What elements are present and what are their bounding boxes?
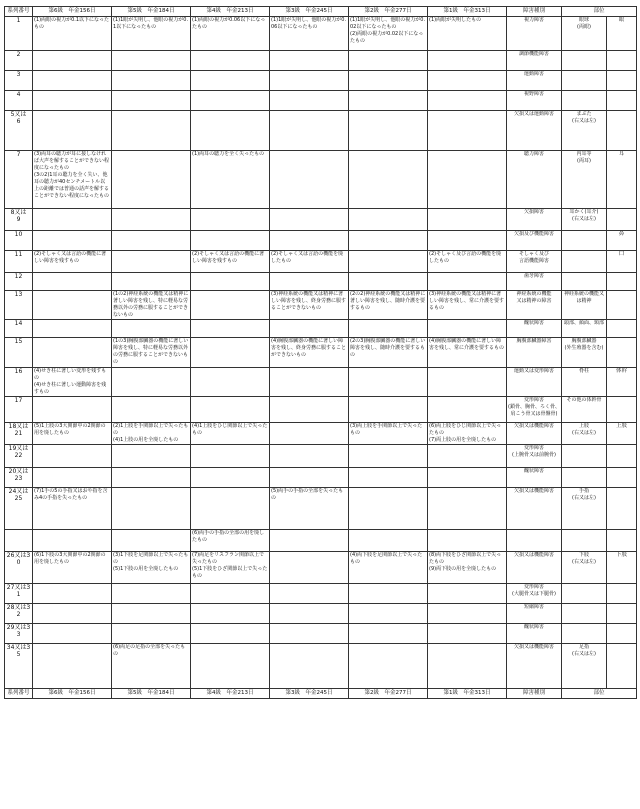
grade-3-cell [270,397,349,423]
grade-5-cell [112,468,191,488]
grade-1-cell [428,368,507,397]
series-number-cell: 1 [5,17,33,51]
series-number-cell: 11 [5,251,33,273]
body-category-cell [607,209,637,231]
grade-6-cell [33,624,112,644]
grade-4-cell [191,209,270,231]
disability-grade-table-sheet [4,6,637,699]
table-row [5,291,637,320]
grade-6-cell [33,445,112,468]
grade-6-cell [33,231,112,251]
series-number-cell: 17 [5,397,33,423]
footer-grade-5: 第5級 年金184日 [112,689,191,699]
grade-6-cell [33,644,112,689]
grade-1-cell [428,111,507,151]
grade-1-cell: (3)神経系統の機能又は精神に著しい障害を残し、常に介護を要するもの [428,291,507,320]
table-row [5,552,637,584]
disability-type-cell: 神経系統の機能 又は精神の障害 [507,291,562,320]
disability-type-cell: 運動障害 [507,71,562,91]
table-row [5,251,637,273]
body-category-cell [607,338,637,368]
grade-1-cell [428,624,507,644]
footer-grade-6: 第6級 年金156日 [33,689,112,699]
series-number-cell: 8又は 9 [5,209,33,231]
footer-disability-type: 障害種別 [507,689,562,699]
grade-4-cell: (7)両足をリスフラン関節以上で失ったもの (5)1下肢をひざ関節以上で失ったもの [191,552,270,584]
series-number-cell: 13 [5,291,33,320]
table-row [5,530,637,552]
header-series-number: 系列番号 [5,7,33,17]
body-category-cell: 鼻 [607,231,637,251]
grade-3-cell [270,231,349,251]
grade-5-cell: (6)両足の足指の全部を失ったもの [112,644,191,689]
series-number-cell: 5又は 6 [5,111,33,151]
grade-3-cell [270,584,349,604]
series-number-cell: 18又は 21 [5,423,33,445]
body-part-cell: 胸腹部臓器 (外生殖器を含む) [562,338,607,368]
grade-5-cell [112,273,191,291]
grade-5-cell: (3)1下肢を足関節以上で失ったもの (5)1下肢の用を全廃したもの [112,552,191,584]
body-part-cell: 内耳等 (両耳) [562,151,607,209]
series-number-cell: 4 [5,91,33,111]
grade-4-cell [191,445,270,468]
body-category-cell: 下肢 [607,552,637,584]
disability-type-cell: 欠損又は機能障害 [507,423,562,445]
grade-5-cell [112,445,191,468]
grade-2-cell [349,51,428,71]
grade-3-cell [270,320,349,338]
table-row [5,320,637,338]
grade-5-cell [112,71,191,91]
body-part-cell: 脊柱 [562,368,607,397]
body-category-cell [607,51,637,71]
grade-3-cell [270,51,349,71]
grade-1-cell [428,584,507,604]
table-row [5,111,637,151]
grade-1-cell [428,604,507,624]
footer-body-part: 部位 [562,689,637,699]
body-part-cell [562,273,607,291]
grade-5-cell: (2)1上肢を手関節以上で失ったもの (4)1上肢の用を全廃したもの [112,423,191,445]
body-part-cell [562,231,607,251]
series-number-cell: 20又は 23 [5,468,33,488]
header-grade-1: 第1級 年金313日 [428,7,507,17]
grade-1-cell: (6)両上肢をひじ関節以上で失ったもの (7)両上肢の用を全廃したもの [428,423,507,445]
grade-5-cell [112,320,191,338]
disability-type-cell: 欠損障害 [507,209,562,231]
grade-6-cell: (6)1下肢の3大関節中の2関節の用を廃したもの [33,552,112,584]
footer-grade-1: 第1級 年金313日 [428,689,507,699]
disability-type-cell: 欠損又は運動障害 [507,111,562,151]
grade-5-cell [112,51,191,71]
grade-6-cell [33,468,112,488]
grade-2-cell [349,488,428,530]
grade-2-cell [349,71,428,91]
body-part-cell: 神経系統の機能又は精神 [562,291,607,320]
grade-5-cell: (1の2)神経系統の機能又は精神に著しい障害を残し、特に軽易な労務以外の労務に服することができないもの [112,291,191,320]
body-part-cell: 上肢 (右又は左) [562,423,607,445]
disability-type-cell: 変形障害 (大腿骨又は下腿骨) [507,584,562,604]
grade-5-cell [112,251,191,273]
grade-5-cell [112,604,191,624]
disability-type-cell: 聴力障害 [507,151,562,209]
grade-4-cell [191,320,270,338]
disability-type-cell: 調節機能障害 [507,51,562,71]
disability-type-cell: 欠損又は機能障害 [507,552,562,584]
grade-2-cell [349,231,428,251]
body-category-cell: 体幹 [607,368,637,397]
grade-1-cell [428,209,507,231]
table-row [5,584,637,604]
body-part-cell: まぶた (右又は左) [562,111,607,151]
series-number-cell: 19又は 22 [5,445,33,468]
disability-type-cell: 欠損又は機能障害 [507,488,562,530]
body-part-cell: 頭部、顔面、頸部 [562,320,607,338]
grade-4-cell [191,231,270,251]
disability-type-cell: 短縮障害 [507,604,562,624]
table-row [5,231,637,251]
table-row [5,624,637,644]
series-number-cell: 24又は 25 [5,488,33,530]
grade-5-cell [112,111,191,151]
grade-1-cell [428,445,507,468]
body-category-cell [607,644,637,689]
table-row [5,397,637,423]
grade-2-cell [349,624,428,644]
grade-4-cell [191,488,270,530]
grade-4-cell: (1)両耳の聴力を全く失ったもの [191,151,270,209]
body-part-cell [562,468,607,488]
grade-3-cell [270,91,349,111]
grade-2-cell [349,368,428,397]
disability-type-cell: 歯牙障害 [507,273,562,291]
grade-2-cell [349,530,428,552]
grade-1-cell: (8)両下肢をひざ関節以上で失ったもの (9)両下肢の用を全廃したもの [428,552,507,584]
grade-4-cell [191,644,270,689]
grade-5-cell [112,530,191,552]
grade-4-cell [191,91,270,111]
body-part-cell [562,51,607,71]
footer-grade-2: 第2級 年金277日 [349,689,428,699]
body-category-cell: 上肢 [607,423,637,445]
grade-6-cell [33,111,112,151]
series-number-cell [5,530,33,552]
header-body-part: 部位 [562,7,637,17]
body-part-cell: 足指 (右又は左) [562,644,607,689]
series-number-cell: 34又は35 [5,644,33,689]
grade-4-cell [191,273,270,291]
disability-type-cell: 視力障害 [507,17,562,51]
series-number-cell: 10 [5,231,33,251]
series-number-cell: 2 [5,51,33,71]
disability-type-cell: 胸腹部臓器障害 [507,338,562,368]
grade-5-cell [112,151,191,209]
grade-4-cell [191,338,270,368]
grade-2-cell [349,209,428,231]
grade-6-cell: (3)両耳の聴力が耳に接しなければ大声を解することができない程度になったもの (3の2)1耳の聴力を全く失い、他耳の聴力が40センチメートル以上の距離では普通の話声を解することができない程度になったもの [33,151,112,209]
series-number-cell: 28又は32 [5,604,33,624]
grade-4-cell [191,397,270,423]
body-category-cell: 口 [607,251,637,273]
grade-3-cell: (4)胸腹部臓器の機能に著しい障害を残し、終身労務に服することができないもの [270,338,349,368]
grade-2-cell [349,468,428,488]
table-row [5,209,637,231]
disability-type-cell: 醜状障害 [507,468,562,488]
disability-type-cell: 視野障害 [507,91,562,111]
grade-3-cell [270,368,349,397]
table-row [5,151,637,209]
body-part-cell [562,71,607,91]
disability-type-cell: 変形障害 (鎖骨、胸骨、ろく骨、肩こう骨又は骨盤骨) [507,397,562,423]
grade-2-cell [349,251,428,273]
header-grade-5: 第5級 年金184日 [112,7,191,17]
grade-5-cell [112,488,191,530]
grade-6-cell: (5)1上肢の3大関節中の2関節の用を廃したもの [33,423,112,445]
grade-3-cell [270,468,349,488]
grade-2-cell: (4)両下肢を足関節以上で失ったもの [349,552,428,584]
body-part-cell [562,584,607,604]
series-number-cell: 29又は33 [5,624,33,644]
grade-1-cell: (4)胸腹部臓器の機能に著しい障害を残し、常に介護を要するもの [428,338,507,368]
grade-6-cell [33,91,112,111]
body-part-cell: 手指 (右又は左) [562,488,607,530]
body-category-cell [607,530,637,552]
disability-type-cell: 運動又は変形障害 [507,368,562,397]
body-part-cell [562,624,607,644]
table-row [5,91,637,111]
grade-6-cell [33,209,112,231]
grade-3-cell [270,273,349,291]
grade-2-cell [349,111,428,151]
body-category-cell [607,488,637,530]
disability-type-cell: 醜状障害 [507,320,562,338]
header-grade-4: 第4級 年金213日 [191,7,270,17]
body-category-cell [607,604,637,624]
body-category-cell [607,468,637,488]
footer-series-number: 系列番号 [5,689,33,699]
footer-grade-3: 第3級 年金245日 [270,689,349,699]
grade-2-cell [349,91,428,111]
grade-3-cell [270,209,349,231]
grade-3-cell: (1)1眼が失明し、他眼の視力が0.06以下になったもの [270,17,349,51]
header-disability-type: 障害種別 [507,7,562,17]
grade-2-cell [349,445,428,468]
grade-5-cell: (1)1眼が失明し、他眼の視力が0.1以下になったもの [112,17,191,51]
grade-5-cell [112,397,191,423]
grade-1-cell: (2)そしゃく及び言語の機能を廃したもの [428,251,507,273]
body-category-cell [607,584,637,604]
grade-3-cell [270,644,349,689]
grade-1-cell [428,51,507,71]
disability-type-cell [507,530,562,552]
series-number-cell: 14 [5,320,33,338]
grade-1-cell [428,488,507,530]
grade-6-cell [33,604,112,624]
grade-2-cell [349,320,428,338]
table-row [5,51,637,71]
body-category-cell [607,291,637,320]
body-category-cell [607,91,637,111]
grade-5-cell [112,91,191,111]
grade-3-cell: (2)そしゃく又は言語の機能を廃したもの [270,251,349,273]
grade-3-cell [270,151,349,209]
grade-1-cell [428,91,507,111]
grade-2-cell: (2の3)胸腹部臓器の機能に著しい障害を残し、随時介護を要するもの [349,338,428,368]
grade-1-cell [428,397,507,423]
grade-1-cell [428,320,507,338]
body-part-cell: 下肢 (右又は左) [562,552,607,584]
grade-4-cell: (4)1上肢をひじ関節以上で失ったもの [191,423,270,445]
body-category-cell [607,273,637,291]
disability-type-cell: 欠損及び機能障害 [507,231,562,251]
grade-4-cell [191,624,270,644]
grade-1-cell: (1)両眼が失明したもの [428,17,507,51]
grade-6-cell: (1)両眼の視力が0.1以下になったもの [33,17,112,51]
body-category-cell [607,397,637,423]
body-category-cell [607,445,637,468]
series-number-cell: 12 [5,273,33,291]
table-row [5,17,637,51]
grade-5-cell [112,231,191,251]
grade-1-cell [428,644,507,689]
grade-4-cell [191,51,270,71]
table-row [5,468,637,488]
body-part-cell [562,445,607,468]
header-grade-2: 第2級 年金277日 [349,7,428,17]
grade-2-cell: (1)1眼が失明し、他眼の視力が0.02以下になったもの (2)両眼の視力が0.02以下になったもの [349,17,428,51]
grade-3-cell [270,445,349,468]
body-part-cell: 眼球 (両眼) [562,17,607,51]
table-row [5,423,637,445]
table-row [5,368,637,397]
table-row [5,604,637,624]
grade-3-cell [270,71,349,91]
grade-2-cell [349,273,428,291]
grade-4-cell [191,604,270,624]
grade-6-cell [33,397,112,423]
disability-type-cell: 醜状障害 [507,624,562,644]
grade-2-cell: (2の2)神経系統の機能又は精神に著しい障害を残し、随時介護を要するもの [349,291,428,320]
grade-3-cell [270,530,349,552]
table-row [5,644,637,689]
table-row [5,71,637,91]
body-part-cell [562,91,607,111]
grade-4-cell: (1)両眼の視力が0.06以下になったもの [191,17,270,51]
table-footer-row [5,689,637,699]
grade-4-cell [191,71,270,91]
grade-3-cell [270,552,349,584]
series-number-cell: 7 [5,151,33,209]
grade-3-cell: (5)両手の手指の全部を失ったもの [270,488,349,530]
grade-1-cell [428,231,507,251]
table-row [5,338,637,368]
disability-type-cell: 欠損又は機能障害 [507,644,562,689]
table-row [5,445,637,468]
body-part-cell [562,604,607,624]
grade-1-cell [428,468,507,488]
grade-5-cell: (1の3)胸腹部臓器の機能に著しい障害を残し、特に軽易な労務以外の労務に服することができないもの [112,338,191,368]
grade-4-cell [191,584,270,604]
footer-grade-4: 第4級 年金213日 [191,689,270,699]
disability-type-cell: 変形障害 (上腕骨又は前腕骨) [507,445,562,468]
body-category-cell: 耳 [607,151,637,209]
grade-5-cell [112,368,191,397]
series-number-cell: 26又は30 [5,552,33,584]
grade-4-cell: (6)両手の手指の全部の用を廃したもの [191,530,270,552]
grade-4-cell [191,368,270,397]
body-part-cell: 耳かく(耳介) (右又は左) [562,209,607,231]
series-number-cell: 3 [5,71,33,91]
header-grade-6: 第6級 年金156日 [33,7,112,17]
grade-6-cell [33,71,112,91]
grade-1-cell [428,151,507,209]
grade-3-cell [270,111,349,151]
grade-6-cell [33,291,112,320]
grade-4-cell [191,291,270,320]
grade-2-cell [349,397,428,423]
grade-6-cell [33,530,112,552]
grade-5-cell [112,584,191,604]
grade-6-cell [33,584,112,604]
grade-2-cell [349,604,428,624]
table-row [5,273,637,291]
grade-4-cell [191,111,270,151]
grade-5-cell [112,209,191,231]
disability-grade-table [4,6,637,699]
grade-2-cell [349,584,428,604]
grade-3-cell [270,604,349,624]
grade-6-cell: (4)せき柱に著しい変形を残すもの (4)せき柱に著しい運動障害を残すもの [33,368,112,397]
grade-1-cell [428,273,507,291]
grade-1-cell [428,530,507,552]
body-part-cell [562,530,607,552]
grade-6-cell [33,51,112,71]
body-category-cell [607,624,637,644]
table-body [5,17,637,689]
series-number-cell: 27又は31 [5,584,33,604]
body-category-cell [607,111,637,151]
body-part-cell: その他の体幹骨 [562,397,607,423]
grade-2-cell: (3)両上肢を手関節以上で失ったもの [349,423,428,445]
table-header-row [5,7,637,17]
grade-3-cell [270,624,349,644]
body-category-cell [607,71,637,91]
grade-4-cell: (2)そしゃく又は言語の機能に著しい障害を残すもの [191,251,270,273]
grade-3-cell [270,423,349,445]
grade-6-cell: (7)1手の5の手指又はおや指を含み4の手指を失ったもの [33,488,112,530]
body-category-cell [607,320,637,338]
body-part-cell [562,251,607,273]
grade-6-cell: (2)そしゃく又は言語の機能に著しい障害を残すもの [33,251,112,273]
grade-1-cell [428,71,507,91]
header-grade-3: 第3級 年金245日 [270,7,349,17]
grade-6-cell [33,320,112,338]
body-category-cell: 眼 [607,17,637,51]
grade-6-cell [33,273,112,291]
series-number-cell: 16 [5,368,33,397]
disability-type-cell: そしゃく及び 言語機能障害 [507,251,562,273]
grade-6-cell [33,338,112,368]
grade-2-cell [349,151,428,209]
series-number-cell: 15 [5,338,33,368]
grade-2-cell [349,644,428,689]
table-row [5,488,637,530]
grade-5-cell [112,624,191,644]
grade-4-cell [191,468,270,488]
grade-3-cell: (3)神経系統の機能又は精神に著しい障害を残し、終身労務に服することができないもの [270,291,349,320]
